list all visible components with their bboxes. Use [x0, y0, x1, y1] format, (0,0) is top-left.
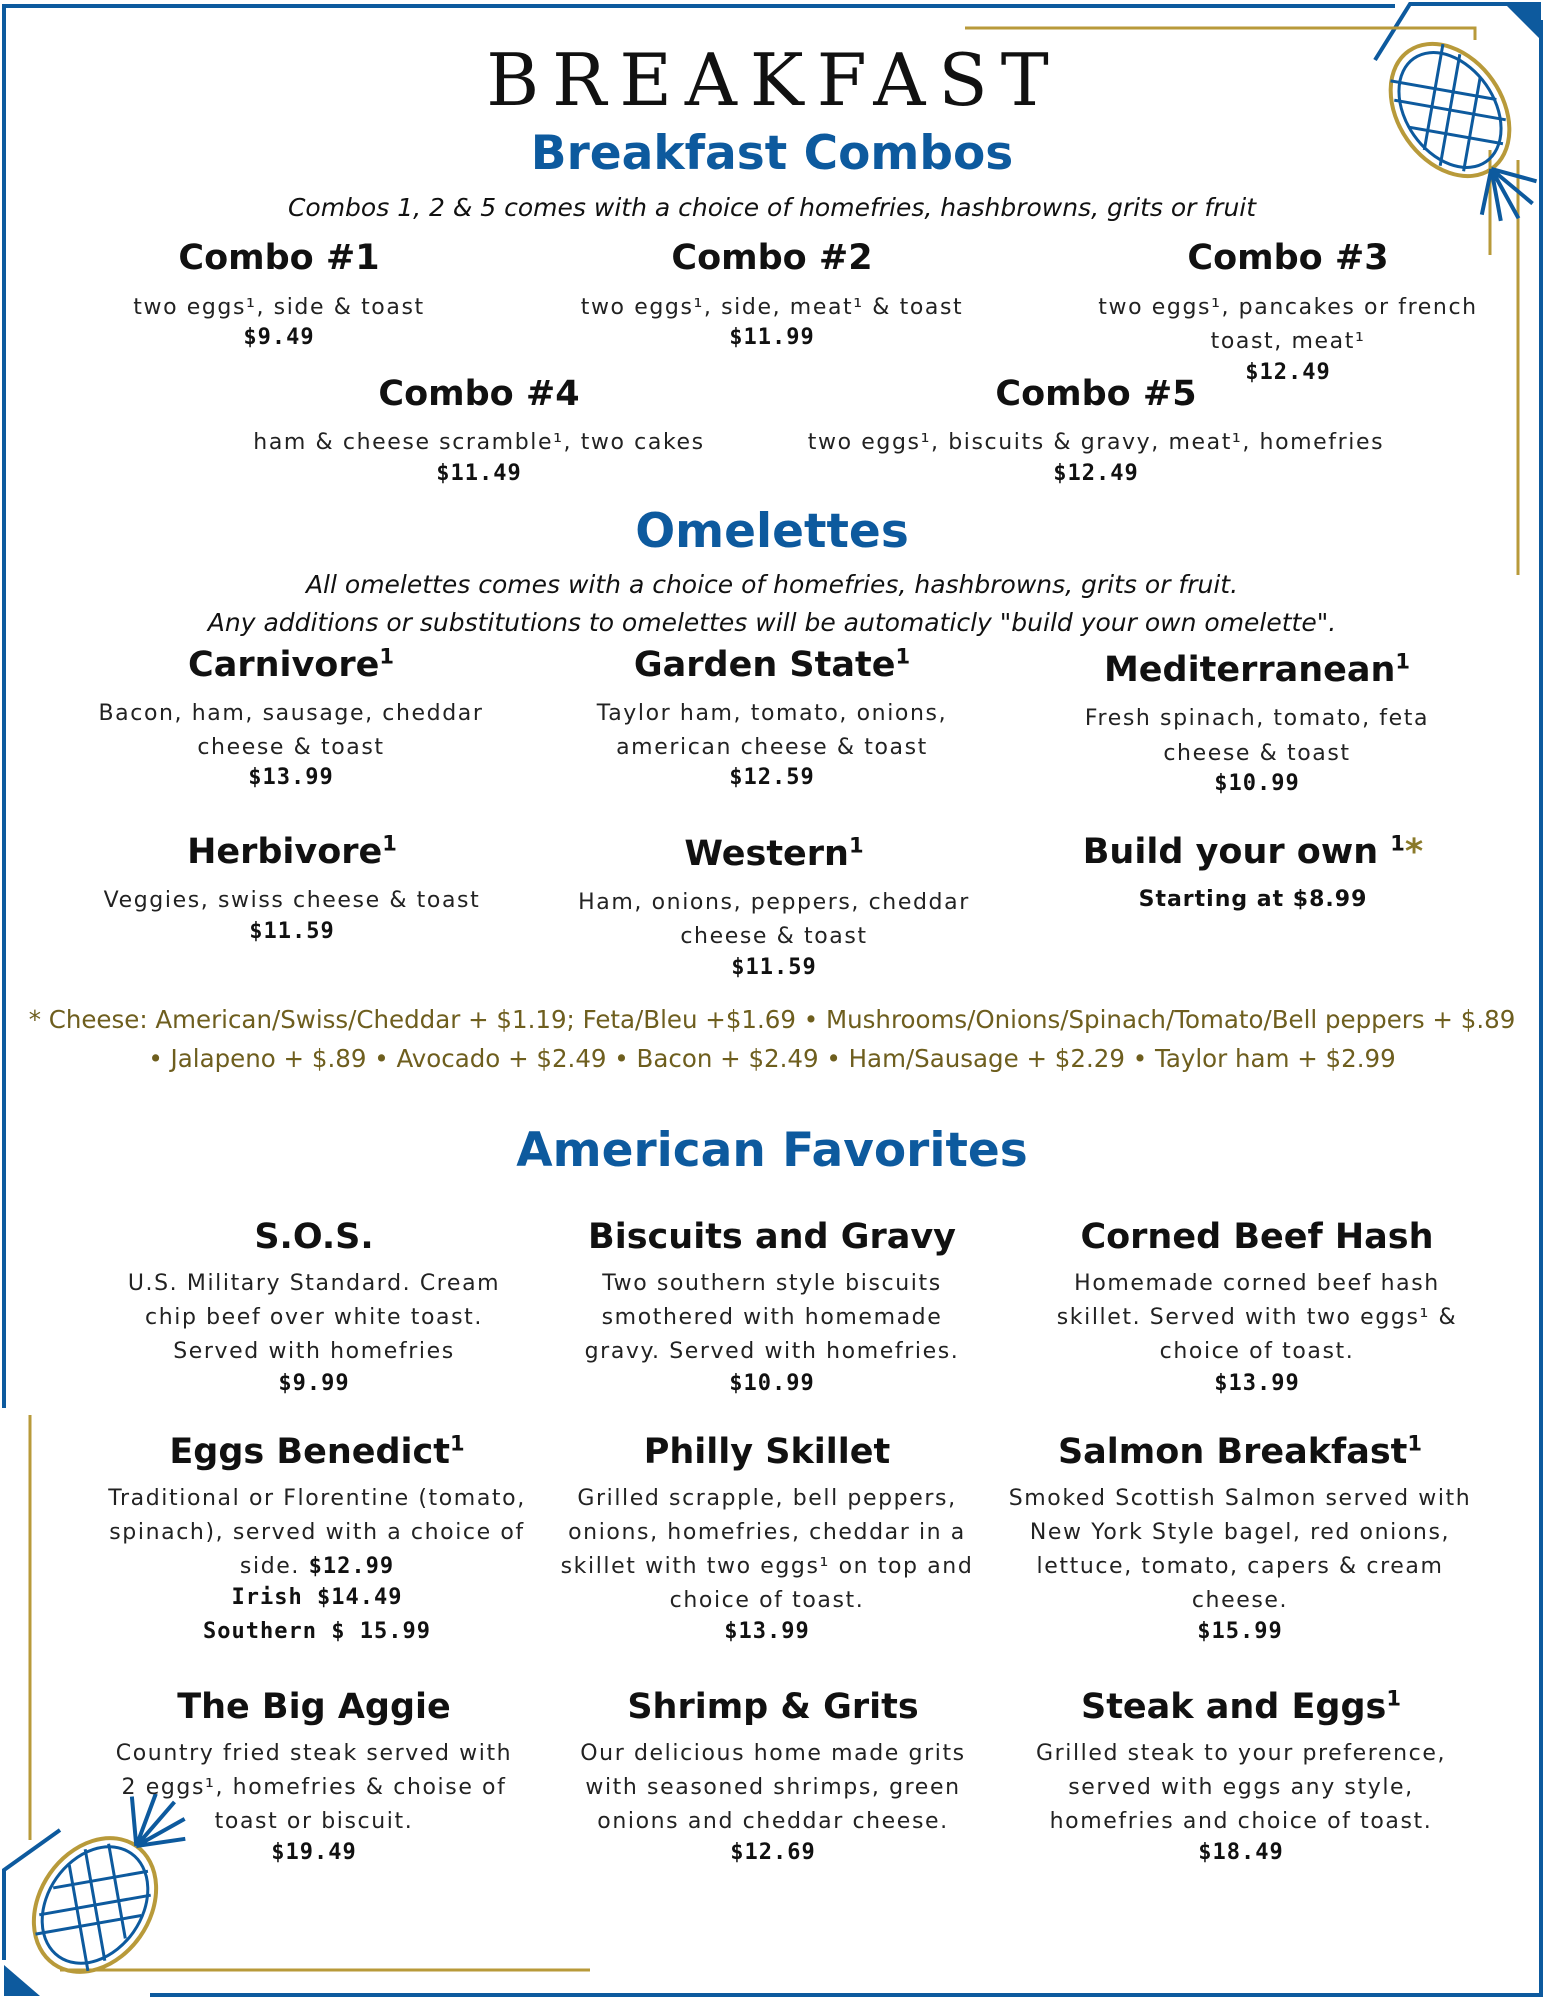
item-desc: choice of toast.	[1159, 1339, 1355, 1364]
item-name: Philly Skillet	[643, 1432, 891, 1472]
item-price: $13.99	[724, 1619, 810, 1644]
item-name: Shrimp & Grits	[627, 1687, 919, 1727]
item-name: Mediterranean$^1$	[1103, 649, 1411, 690]
item-name: The Big Aggie	[177, 1687, 451, 1727]
item-desc: Our delicious home made grits	[580, 1741, 966, 1766]
item-desc: served with eggs any style,	[1068, 1775, 1414, 1800]
item-desc: Traditional or Florentine (tomato,	[108, 1486, 526, 1511]
item-desc: Veggies, swiss cheese & toast	[103, 888, 481, 913]
item-price: $12.59	[729, 765, 815, 790]
combo-name: Combo #1	[178, 238, 380, 278]
item-desc: homefries and choice of toast.	[1049, 1809, 1433, 1834]
combo-name: Combo #4	[378, 374, 580, 414]
item-desc: Served with homefries	[173, 1339, 455, 1364]
item-name: Steak and Eggs$^1$	[1080, 1686, 1402, 1727]
item-name: Garden State$^1$	[633, 644, 911, 685]
combo-price: $11.49	[436, 461, 522, 486]
combo-desc: toast, meat¹	[1210, 329, 1366, 354]
combo-desc: two eggs¹, biscuits & gravy, meat¹, homefries	[807, 430, 1385, 455]
item-price: $10.99	[1214, 771, 1300, 796]
item-desc: Fresh spinach, tomato, feta	[1084, 706, 1430, 731]
combo-price: $12.49	[1053, 461, 1139, 486]
item-desc: Homemade corned beef hash	[1074, 1271, 1440, 1296]
item-price: $11.59	[731, 955, 817, 980]
item-desc: with seasoned shrimps, green	[585, 1775, 961, 1800]
omelettes-note: Any additions or substitutions to omelettes will be automaticly "build your own omelette".	[207, 608, 1337, 637]
combo-desc: two eggs¹, pancakes or french	[1098, 295, 1478, 320]
item-desc: 2 eggs¹, homefries & choise of	[121, 1775, 507, 1800]
item-desc: New York Style bagel, red onions,	[1029, 1520, 1451, 1545]
item-name: Salmon Breakfast$^1$	[1057, 1431, 1423, 1472]
combo-price: $9.49	[243, 325, 315, 350]
combo-desc: ham & cheese scramble¹, two cakes	[253, 430, 705, 455]
item-desc: skillet. Served with two eggs¹ &	[1056, 1305, 1458, 1330]
item-desc: onions and cheddar cheese.	[597, 1809, 949, 1834]
combo-name: Combo #5	[995, 374, 1197, 414]
item-desc: toast or biscuit.	[214, 1809, 414, 1834]
item-price: Irish $14.49	[231, 1585, 403, 1610]
omelettes-note: All omelettes comes with a choice of homefries, hashbrowns, grits or fruit.	[305, 570, 1239, 599]
item-price: $18.49	[1198, 1840, 1284, 1865]
item-name: Herbivore$^1$	[187, 831, 397, 872]
item-desc: Bacon, ham, sausage, cheddar	[98, 701, 484, 726]
item-name: Build your own $^1$*	[1082, 831, 1424, 872]
item-price: $12.69	[730, 1840, 816, 1865]
item-price: $9.99	[278, 1371, 350, 1396]
combo-name: Combo #2	[671, 238, 873, 278]
combo-price: $12.49	[1245, 360, 1331, 385]
combo-desc: two eggs¹, side, meat¹ & toast	[580, 295, 964, 320]
omelette-addons: * Cheese: American/Swiss/Cheddar + $1.19; Feta/Bleu +$1.69 • Mushrooms/Onions/Spinach/Tomato/Bell peppers + $.89	[28, 1005, 1516, 1034]
item-name: Biscuits and Gravy	[588, 1217, 956, 1257]
item-desc: cheese.	[1191, 1588, 1289, 1613]
item-price: $11.59	[249, 919, 335, 944]
item-price: $13.99	[248, 765, 334, 790]
item-desc: Ham, onions, peppers, cheddar	[578, 890, 970, 915]
item-desc: lettuce, tomato, capers & cream	[1036, 1554, 1444, 1579]
item-desc: cheese & toast	[197, 735, 385, 760]
item-price: $19.49	[271, 1840, 357, 1865]
item-desc: Grilled steak to your preference,	[1035, 1741, 1447, 1766]
omelette-addons: • Jalapeno + $.89 • Avocado + $2.49 • Bacon + $2.49 • Ham/Sausage + $2.29 • Taylor ham + $2.99	[148, 1044, 1396, 1073]
item-desc: cheese & toast	[680, 924, 868, 949]
favorites-heading: American Favorites	[516, 1123, 1028, 1178]
item-desc: american cheese & toast	[616, 735, 928, 760]
item-desc: choice of toast.	[669, 1588, 865, 1613]
item-name: Western$^1$	[684, 833, 864, 874]
item-desc: smothered with homemade	[601, 1305, 943, 1330]
item-desc: Taylor ham, tomato, onions,	[596, 701, 948, 726]
item-desc: U.S. Military Standard. Cream	[127, 1271, 501, 1296]
page-title: BREAKFAST	[486, 38, 1062, 122]
item-name: Corned Beef Hash	[1080, 1217, 1434, 1257]
item-desc: gravy. Served with homefries.	[584, 1339, 960, 1364]
item-price: Southern $ 15.99	[203, 1619, 431, 1644]
item-name: Eggs Benedict$^1$	[169, 1431, 465, 1472]
combos-heading: Breakfast Combos	[530, 126, 1014, 181]
item-desc: side. $12.99	[239, 1554, 395, 1579]
item-desc: skillet with two eggs¹ on top and	[560, 1554, 974, 1579]
item-name: S.O.S.	[254, 1217, 374, 1257]
item-desc: Smoked Scottish Salmon served with	[1008, 1486, 1472, 1511]
item-price: Starting at $8.99	[1138, 887, 1368, 912]
item-price: $15.99	[1197, 1619, 1283, 1644]
combos-note: Combos 1, 2 & 5 comes with a choice of homefries, hashbrowns, grits or fruit	[287, 193, 1257, 222]
combo-name: Combo #3	[1187, 238, 1389, 278]
omelettes-heading: Omelettes	[635, 504, 909, 559]
item-price: $13.99	[1214, 1371, 1300, 1396]
item-desc: Country fried steak served with	[115, 1741, 513, 1766]
item-price: $10.99	[729, 1371, 815, 1396]
item-desc: Grilled scrapple, bell peppers,	[577, 1486, 957, 1511]
item-desc: spinach), served with a choice of	[109, 1520, 525, 1545]
item-name: Carnivore$^1$	[188, 644, 394, 685]
item-desc: chip beef over white toast.	[145, 1305, 483, 1330]
item-desc: Two southern style biscuits	[602, 1271, 942, 1296]
item-desc: onions, homefries, cheddar in a	[568, 1520, 966, 1545]
combo-price: $11.99	[729, 325, 815, 350]
combo-desc: two eggs¹, side & toast	[133, 295, 425, 320]
item-desc: cheese & toast	[1163, 741, 1351, 766]
